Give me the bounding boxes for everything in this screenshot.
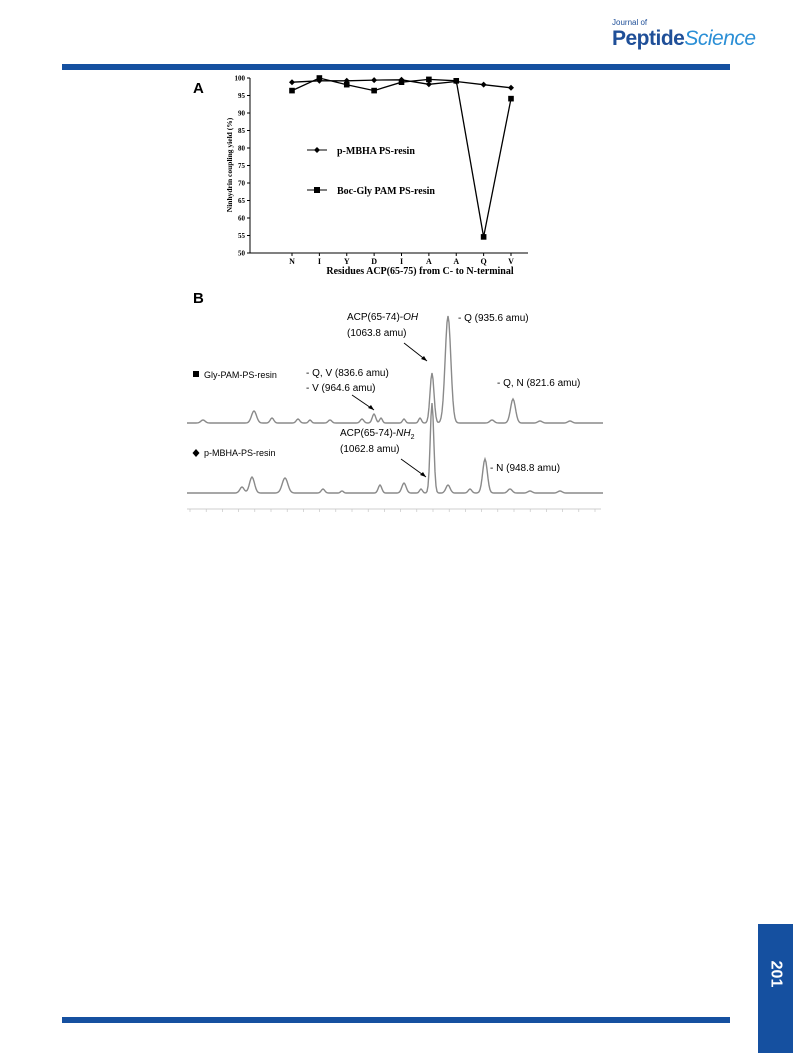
panel-a-y-tick-label: 50 [238, 249, 245, 258]
journal-logo-small-text: Journal of [612, 18, 648, 27]
panel-a-y-tick-label: 75 [238, 162, 245, 170]
annot-acp-oh-text: ACP(65-74)- [347, 312, 404, 323]
annot-n-948: - N (948.8 amu) [490, 463, 561, 474]
trace-legend-diamond-marker [193, 449, 200, 457]
panel-a-y-tick-label: 65 [238, 197, 245, 205]
arrowhead-acp-nh2 [420, 472, 426, 477]
panel-a-legend [307, 146, 435, 197]
panel-a-x-tick-label: V [508, 257, 514, 266]
panel-a-chart [0, 0, 793, 290]
legend-diamond-marker [314, 147, 320, 153]
data-point-square [426, 77, 432, 83]
data-point-diamond [289, 79, 295, 85]
panel-b-chromatogram [0, 285, 793, 545]
panel-a-x-tick-label: Q [480, 257, 487, 266]
annot-acp-oh-mass: (1063.8 amu) [347, 328, 407, 339]
data-point-diamond [426, 81, 432, 87]
page-number-tab [758, 924, 793, 1053]
annot-qn-821: - Q, N (821.6 amu) [497, 378, 581, 389]
data-point-diamond [508, 85, 514, 91]
annot-v-964: - V (964.6 amu) [306, 383, 376, 394]
data-point-square [289, 88, 295, 94]
panel-a-y-tick-label: 85 [238, 127, 245, 135]
panel-a-y-tick-label: 70 [238, 179, 245, 188]
panel-a-x-tick-label: I [317, 257, 321, 266]
page-number-box [758, 924, 793, 1024]
trace-legend-p-mbha: p-MBHA-PS-resin [204, 448, 276, 458]
journal-logo-part2: Science [684, 27, 756, 50]
panel-b-letter: B [193, 290, 204, 307]
panel-a-x-tick-label: I [399, 257, 404, 266]
panel-a-y-tick-label: 80 [238, 144, 245, 153]
panel-a-series [289, 75, 514, 240]
panel-a-y-tick-label: 95 [238, 92, 245, 100]
panel-a-x-tick-label: A [453, 257, 460, 266]
panel-a-letter: A [193, 80, 204, 97]
chromatogram-axis-ticks [190, 509, 595, 512]
data-point-square [453, 78, 459, 84]
series-line-2 [292, 78, 511, 237]
legend-square-marker [314, 187, 320, 193]
annot-acp-oh-italic: OH [403, 312, 419, 323]
legend-series-2: Boc-Gly PAM PS-resin [337, 186, 435, 197]
annot-acp-nh2-italic: NH [396, 428, 411, 439]
annot-acp-oh [347, 312, 419, 323]
annot-q-935: - Q (935.6 amu) [458, 313, 529, 324]
data-point-diamond [481, 82, 487, 88]
panel-a-y-tick-label: 100 [234, 74, 245, 83]
data-point-square [399, 79, 405, 85]
data-point-square [344, 82, 350, 88]
panel-a-x-tick-label: Y [343, 257, 350, 266]
panel-a-x-label: Residues ACP(65-75) from C- to N-terminal [326, 266, 514, 277]
annot-qv-836: - Q, V (836.6 amu) [306, 368, 389, 379]
panel-a-x-tick-label: A [425, 257, 432, 266]
data-point-diamond [371, 77, 377, 83]
annot-acp-nh2-sub: 2 [410, 434, 415, 441]
panel-a-y-tick-label: 90 [238, 109, 245, 118]
footer-rule [62, 1017, 730, 1023]
legend-series-1: p-MBHA PS-resin [337, 146, 415, 157]
annot-acp-nh2-text: ACP(65-74)- [340, 428, 397, 439]
panel-a-y-tick-label: 55 [238, 232, 245, 240]
panel-a-x-axis [250, 253, 528, 266]
panel-a-x-tick-label: D [371, 257, 378, 266]
journal-logo-part1: Peptide [612, 27, 685, 50]
annot-acp-nh2-mass: (1062.8 amu) [340, 444, 400, 455]
data-point-square [317, 75, 323, 81]
data-point-square [508, 96, 514, 102]
page-number: 201 [767, 960, 785, 988]
annot-acp-nh2 [340, 428, 415, 441]
trace-legend-square-marker [193, 371, 199, 377]
trace-legend-gly-pam: Gly-PAM-PS-resin [204, 370, 277, 380]
panel-a-y-axis [235, 75, 251, 258]
data-point-square [481, 234, 487, 240]
panel-a-y-tick-label: 60 [238, 214, 245, 223]
panel-a-x-tick-label: N [289, 257, 295, 266]
panel-a-y-label: Ninhydrin coupling yield (%) [225, 117, 234, 213]
arrowhead-v-964 [368, 405, 374, 410]
data-point-square [371, 88, 377, 94]
